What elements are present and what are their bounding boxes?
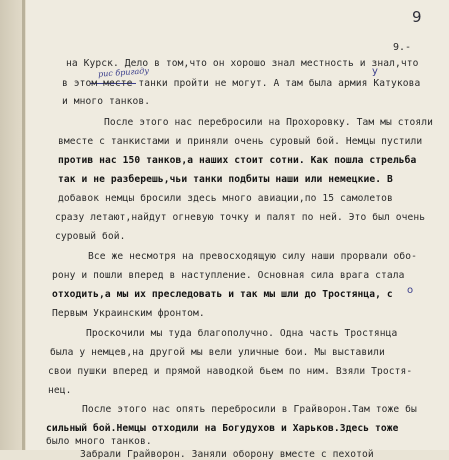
- handwritten-correction: рис бригаду: [97, 66, 150, 79]
- text-line: отходить,а мы их преследовать и так мы шли до Тростянца, с: [52, 289, 393, 300]
- text-line: была у немцев,на другой мы вели уличные бои. Мы выставили: [50, 347, 385, 358]
- text-line: Первым Украинским фронтом.: [52, 308, 205, 319]
- text-line: Забрали Грайворон. Заняли оборону вместе с пехотой: [80, 449, 374, 460]
- text-line: добавок немцы бросили здесь много авиации,по 15 самолетов: [58, 193, 393, 204]
- text-line: Проскочили мы туда благополучно. Одна часть Тростянца: [86, 328, 398, 339]
- text-line: вместе с танкистами и приняли очень суровый бой. Немцы пустили: [58, 136, 423, 147]
- text-line: рону и пошли вперед в наступление. Основная сила врага стала: [52, 270, 405, 281]
- text-line: После этого нас перебросили на Прохоровку. Там мы стояли: [104, 117, 434, 128]
- text-line: сильный бой.Немцы отходили на Богудухов и Харьков.Здесь тоже: [46, 423, 399, 434]
- text-line: Все же несмотря на превосходящую силу наши прорвали обо-: [88, 251, 418, 262]
- text-line: сразу летают,найдут огневую точку и палят по ней. Это был очень: [55, 212, 426, 223]
- text-line: нец.: [48, 385, 72, 396]
- text-line: против нас 150 танков,а наших стоит сотни. Как пошла стрельба: [58, 155, 417, 166]
- text-line: и много танков.: [62, 96, 151, 107]
- text-line: После этого нас опять перебросили в Грайворон.Там тоже бы: [82, 404, 417, 415]
- pen-mark: о: [407, 285, 414, 296]
- text-line: суровый бой.: [55, 231, 126, 242]
- text-line: на Курск. Дело в том,что он хорошо знал местность и знал,что: [66, 58, 419, 69]
- text-line: в этом месте танки пройти не могут. А там была армия Катукова: [62, 78, 421, 89]
- archive-page-number: 9: [412, 8, 422, 26]
- text-line: так и не разберешь,чьи танки подбиты наши или немецкие. В: [58, 174, 393, 185]
- typed-page-number: 9.-: [393, 42, 412, 53]
- text-line: свои пушки вперед и прямой наводкой бьем по ним. Взяли Тростя-: [48, 366, 413, 377]
- pen-mark: у: [372, 66, 378, 77]
- binding-edge: [22, 0, 25, 450]
- text-line: было много танков.: [46, 436, 152, 447]
